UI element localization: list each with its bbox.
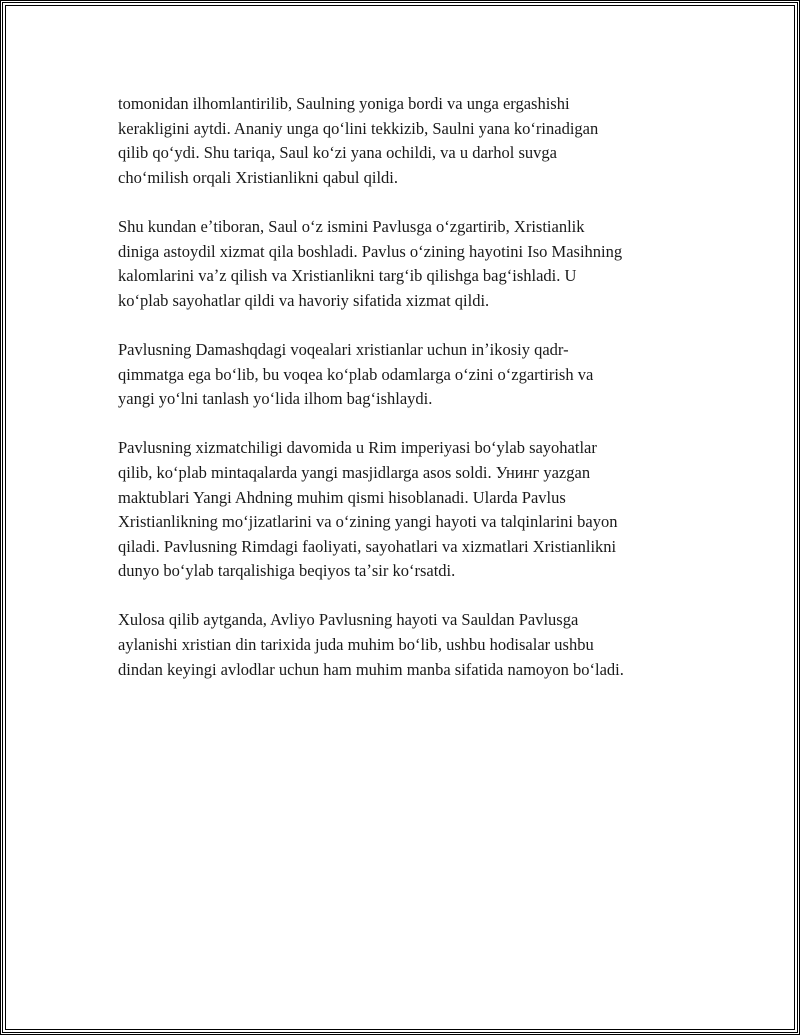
document-body (118, 92, 698, 707)
paragraph-5: Xulosa qilib aytganda, Avliyo Pavlusning hayoti va Sauldan Pavlusga aylanishi xristian din tarixida juda muhim boʻlib, ushbu hodisalar ushbu dindan keyingi avlodlar uchun ham muhim manba sifatida namoyon boʻladi. (118, 610, 624, 679)
paragraph-1: tomonidan ilhomlantirilib, Saulning yoniga bordi va unga ergashishi kerakligini aytdi. Ananiy unga qoʻlini tekkizib, Saulni yana koʻrinadigan qilib qoʻydi. Shu tariqa, Saul koʻzi yana ochildi, va u darhol suvga choʻmilish orqali Xristianlikni qabul qildi. (118, 94, 599, 187)
paragraph-2: Shu kundan eʼtiboran, Saul oʻz ismini Pavlusga oʻzgartirib, Xristianlik diniga astoydil xizmat qila boshladi. Pavlus oʻzining hayotini Iso Masihning kalomlarini vaʼz qilish va Xristianlikni targʻib qilishga bagʻishladi. U koʻplab sayohatlar qildi va havoriy sifatida xizmat qildi. (118, 216, 623, 310)
paragraph-3: Pavlusning Damashqdagi voqealari xristianlar uchun inʼikosiy qadr- qimmatga ega boʻlib, bu voqea koʻplab odamlarga oʻzini oʻzgartirish va yangi yoʻlni tanlash yoʻlida ilhom bagʻishlaydi. (118, 339, 594, 409)
paragraph-4: Pavlusning xizmatchiligi davomida u Rim imperiyasi boʻylab sayohatlar qilib, koʻplab mintaqalarda yangi masjidlarga asos soldi. Унинг yazgan maktublari Yangi Ahdning muhim qismi hisoblanadi. Ularda Pavlus Xristianlikning moʻjizatlarini va oʻzining yangi hayoti va talqinlarini bayon qiladi. Pavlusning Rimdagi faoliyati, sayohatlari va xizmatlari Xristianlikni dunyo boʻylab tarqalishiga beqiyos taʼsir koʻrsatdi. (118, 438, 618, 581)
